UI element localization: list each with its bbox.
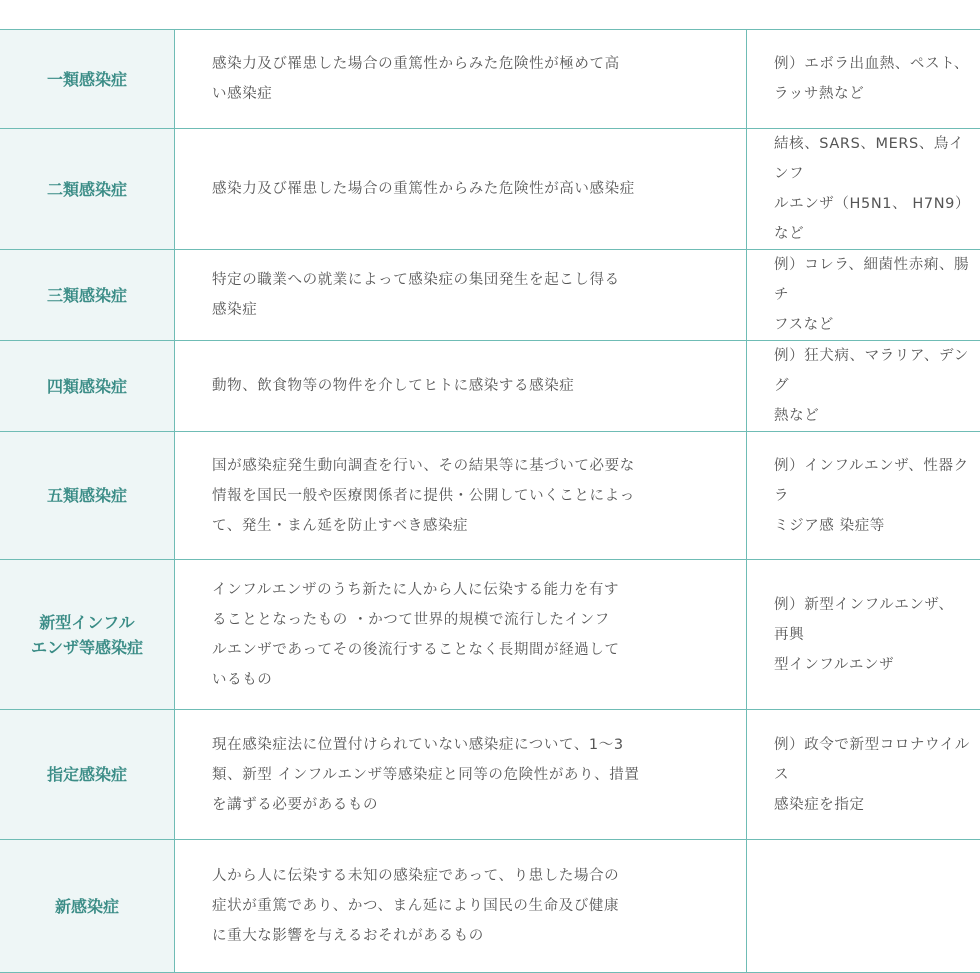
category-cell (0, 432, 175, 560)
description-cell: インフルエンザのうち新たに人から人に伝染する能力を有す ることとなったもの ・かつて世界的規模で流行したインフ ルエンザであってその後流行することなく長期間が経過して いるもの (175, 560, 747, 710)
description-cell: 感染力及び罹患した場合の重篤性からみた危険性が極めて高 い感染症 (175, 30, 747, 129)
category-label: 指定感染症 (47, 762, 127, 787)
category-label: 新型インフル エンザ等感染症 (31, 610, 143, 660)
table-row (0, 840, 980, 973)
category-cell (0, 710, 175, 840)
category-label: 四類感染症 (47, 374, 127, 399)
description-cell: 特定の職業への就業によって感染症の集団発生を起こし得る 感染症 (175, 250, 747, 341)
infectious-disease-classification-table (0, 29, 980, 973)
category-cell (0, 30, 175, 129)
category-label: 五類感染症 (47, 483, 127, 508)
description-cell: 動物、飲食物等の物件を介してヒトに感染する感染症 (175, 341, 747, 432)
category-cell (0, 129, 175, 250)
category-cell (0, 560, 175, 710)
example-cell: 結核、SARS、MERS、鳥インフ ルエンザ（H5N1、 H7N9）など (747, 129, 980, 250)
description-cell: 人から人に伝染する未知の感染症であって、り患した場合の 症状が重篤であり、かつ、まん延により国民の生命及び健康 に重大な影響を与えるおそれがあるもの (175, 840, 747, 973)
category-label: 三類感染症 (47, 283, 127, 308)
description-cell: 現在感染症法に位置付けられていない感染症について、1〜3 類、新型 インフルエンザ等感染症と同等の危険性があり、措置 を講ずる必要があるもの (175, 710, 747, 840)
table-row (0, 30, 980, 129)
table-row (0, 432, 980, 560)
table-row (0, 129, 980, 250)
category-label: 二類感染症 (47, 177, 127, 202)
example-cell (747, 840, 980, 973)
example-cell: 例）コレラ、細菌性赤痢、腸チ フスなど (747, 250, 980, 341)
example-cell: 例）新型インフルエンザ、 再興 型インフルエンザ (747, 560, 980, 710)
category-label: 新感染症 (55, 894, 119, 919)
category-cell (0, 840, 175, 973)
category-label: 一類感染症 (47, 67, 127, 92)
example-cell: 例）狂犬病、マラリア、デング 熱など (747, 341, 980, 432)
example-cell: 例）インフルエンザ、性器クラ ミジア感 染症等 (747, 432, 980, 560)
table-row (0, 250, 980, 341)
category-cell (0, 341, 175, 432)
description-cell: 国が感染症発生動向調査を行い、その結果等に基づいて必要な 情報を国民一般や医療関係者に提供・公開していくことによっ て、発生・まん延を防止すべき感染症 (175, 432, 747, 560)
example-cell: 例）政令で新型コロナウイルス 感染症を指定 (747, 710, 980, 840)
table-row (0, 710, 980, 840)
example-cell: 例）エボラ出血熱、ペスト、 ラッサ熱など (747, 30, 980, 129)
category-cell (0, 250, 175, 341)
description-cell: 感染力及び罹患した場合の重篤性からみた危険性が高い感染症 (175, 129, 747, 250)
table-row (0, 341, 980, 432)
table-row (0, 560, 980, 710)
